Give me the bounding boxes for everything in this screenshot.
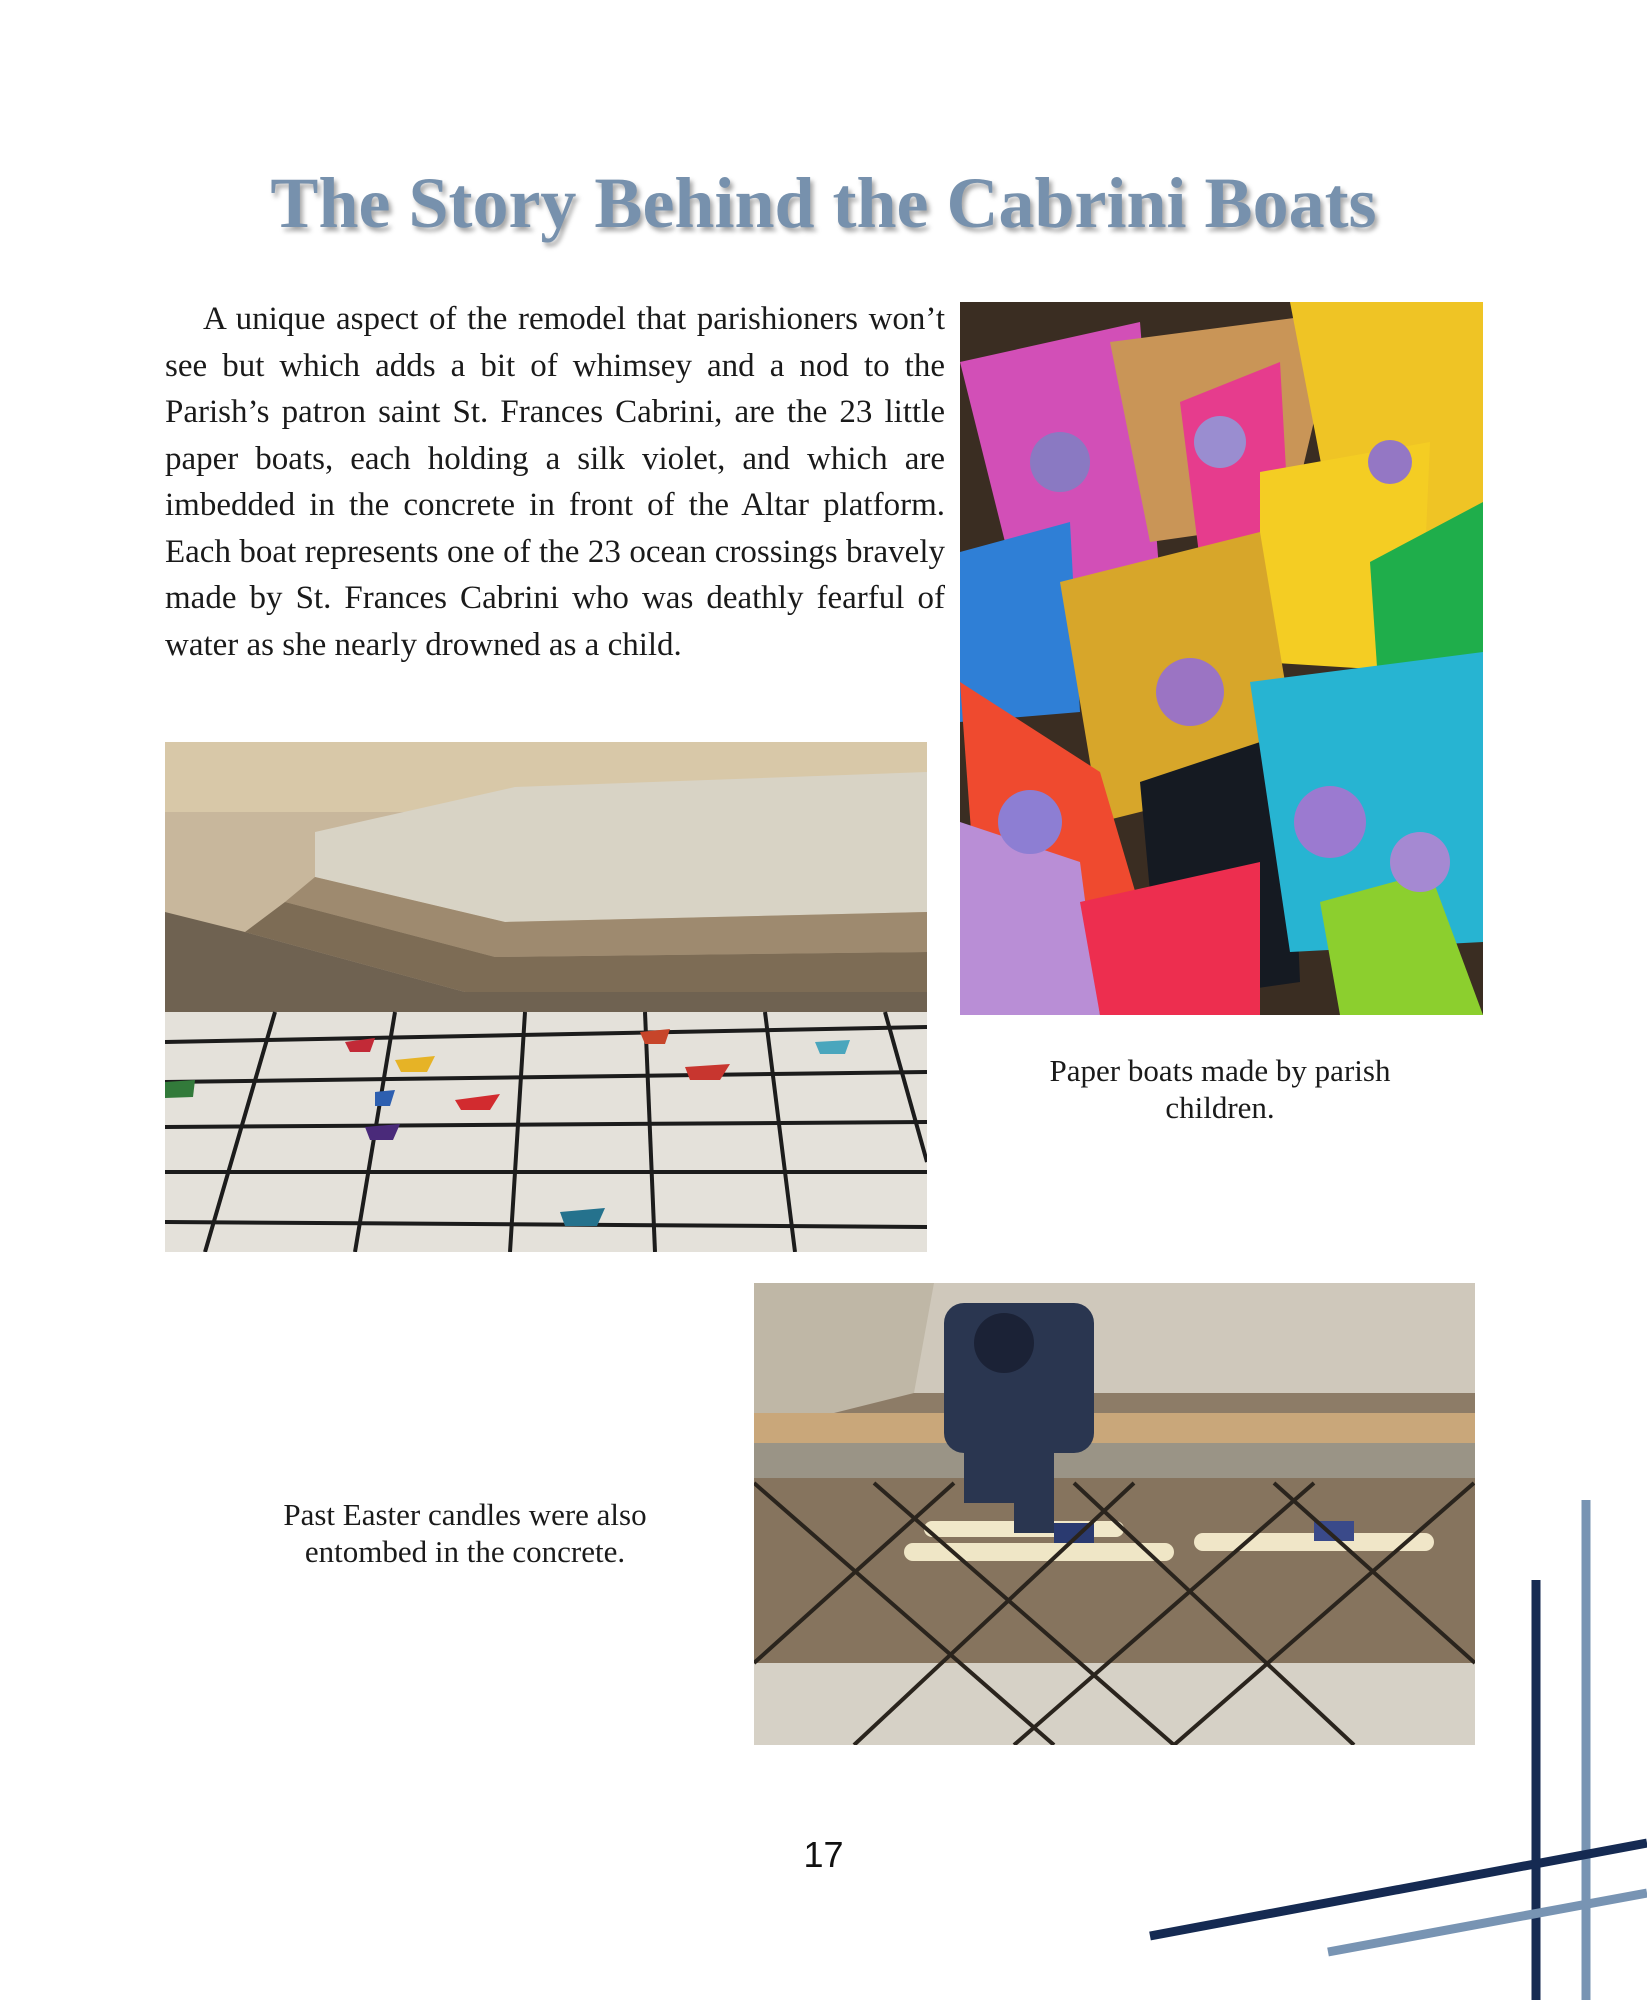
paper-boats-photo bbox=[960, 302, 1483, 1015]
page-title: The Story Behind the Cabrini Boats bbox=[270, 163, 1377, 243]
candles-caption: Past Easter candles were also entombed in the concrete. bbox=[283, 1497, 647, 1569]
intro-paragraph: A unique aspect of the remodel that parishioners won’t see but which adds a bit of whimsey and a nod to the Parish’s patron saint St. Frances Cabrini, are the 23 little paper boats, each holding a silk violet, and which are imbedded in the concrete in front of the Altar platform. Each boat represents one of the 23 ocean crossings bravely made by St. Frances Cabrini who was deathly fearful of water as she nearly drowned as a child. bbox=[165, 301, 945, 663]
concrete-slab-photo bbox=[165, 742, 927, 1252]
easter-candles-photo bbox=[754, 1283, 1475, 1745]
boats-caption: Paper boats made by parish children. bbox=[1049, 1053, 1391, 1125]
page-number: 17 bbox=[803, 1834, 844, 1875]
